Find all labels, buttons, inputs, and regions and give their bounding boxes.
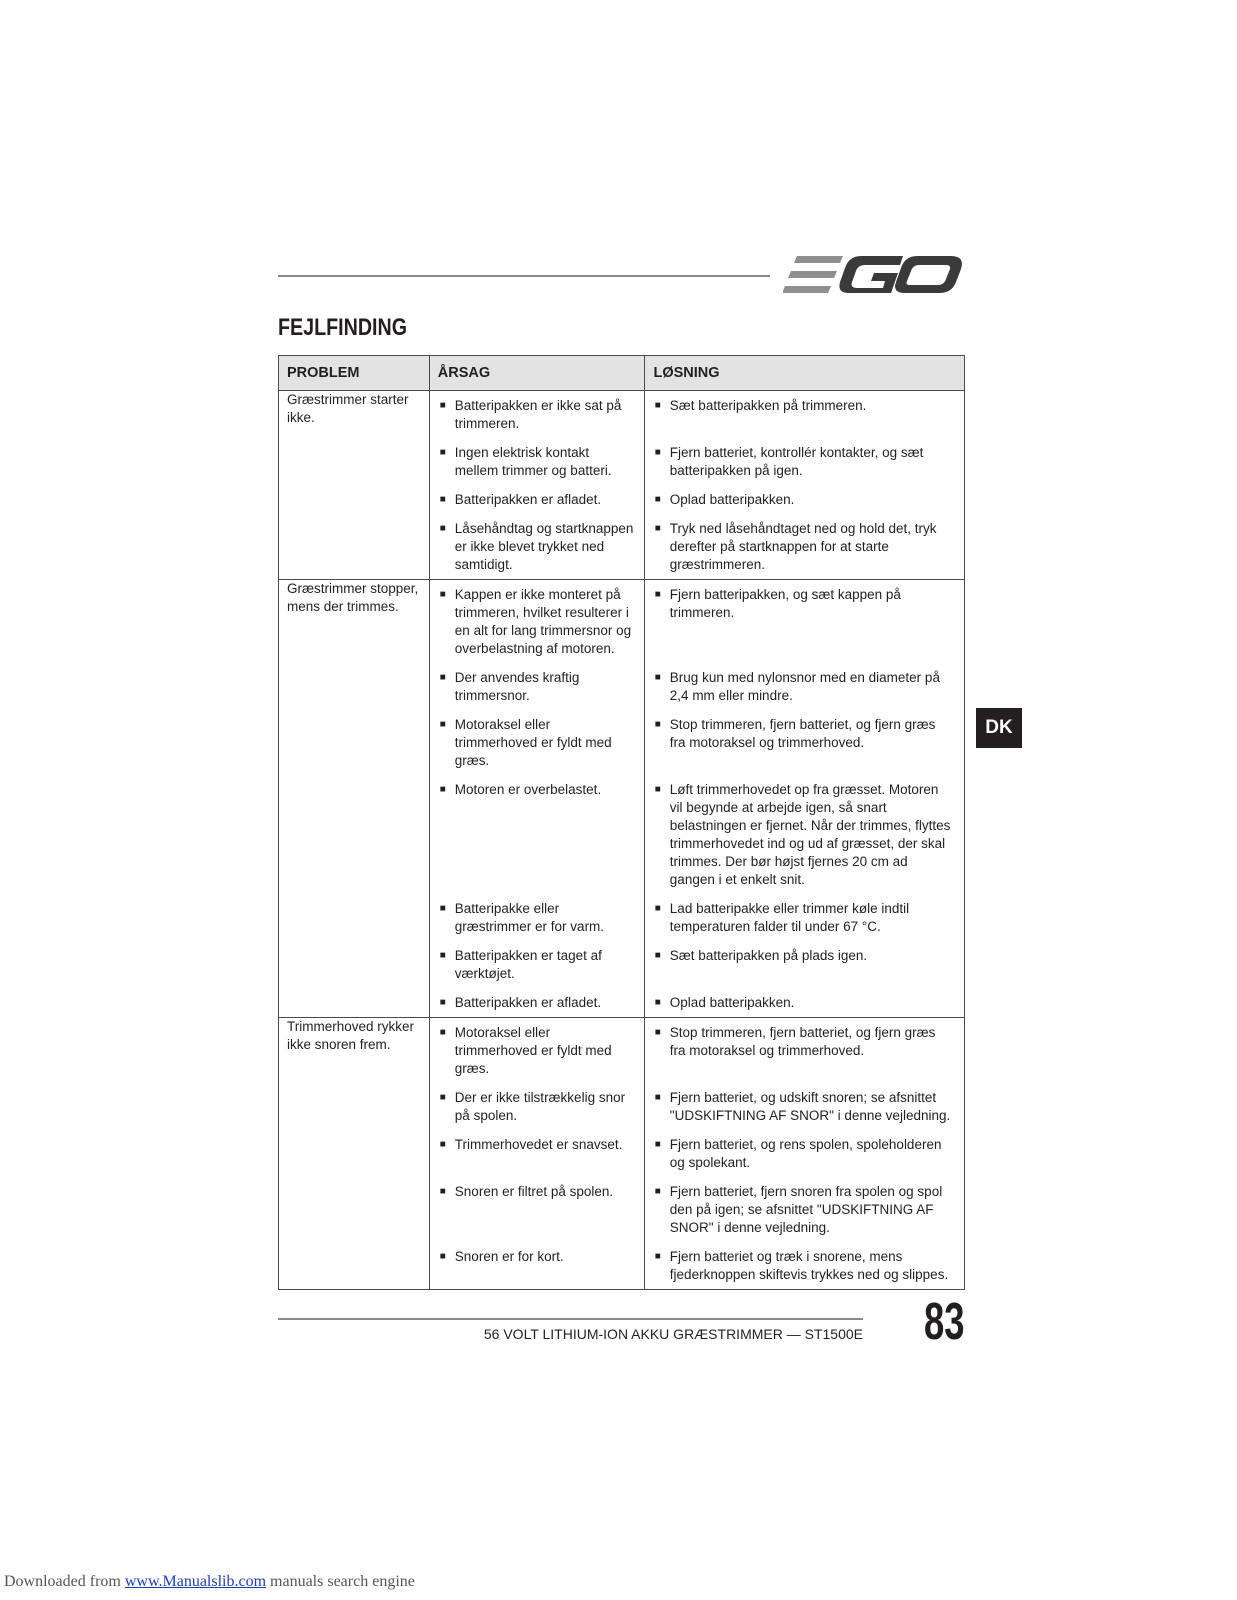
bullet-square-icon: ■ [439, 523, 446, 534]
bullet-square-icon: ■ [439, 997, 446, 1008]
cause-solution-row [430, 663, 964, 710]
solution-text: Brug kun med nylonsnor med en diameter på 2,4 mm eller mindre. [669, 670, 940, 703]
bullet-square-icon: ■ [654, 1139, 661, 1150]
bullet-square-icon: ■ [439, 589, 446, 600]
solution-item [645, 1130, 964, 1177]
solution-text: Sæt batteripakken på plads igen. [669, 948, 868, 963]
cause-item [430, 1083, 645, 1130]
cause-solution-row [430, 894, 964, 941]
troubleshooting-table [278, 355, 965, 1290]
solution-item [645, 775, 964, 894]
solution-item [645, 485, 964, 514]
manualslib-link[interactable]: www.Manualslib.com [124, 1573, 267, 1590]
cause-solution-row [430, 1242, 964, 1289]
footer-title: 56 VOLT LITHIUM-ION AKKU GRÆSTRIMMER — ST1500E [483, 1326, 863, 1342]
cause-item [430, 485, 645, 514]
cause-text: Der anvendes kraftig trimmersnor. [454, 670, 580, 703]
cause-item [430, 514, 645, 579]
cause-solution-row [430, 1083, 964, 1130]
bullet-square-icon: ■ [439, 784, 446, 795]
bullet-square-icon: ■ [439, 1186, 446, 1197]
bullet-square-icon: ■ [654, 784, 661, 795]
cause-text: Låsehåndtag og startknappen er ikke blevet trykket ned samtidigt. [454, 521, 634, 572]
bullet-square-icon: ■ [654, 719, 661, 730]
bullet-square-icon: ■ [654, 903, 661, 914]
cause-solution-row [430, 438, 964, 485]
cause-solution-row [430, 580, 964, 663]
cause-item [430, 941, 645, 988]
problem-cell: Trimmerhoved rykker ikke snoren frem. [279, 1018, 430, 1290]
cause-text: Der er ikke tilstrækkelig snor på spolen. [454, 1090, 626, 1123]
language-tab: DK [976, 708, 1022, 748]
footer-rule [278, 1318, 863, 1320]
cause-solution-row [430, 775, 964, 894]
bullet-square-icon: ■ [654, 589, 661, 600]
table-body [279, 391, 965, 1290]
bullet-square-icon: ■ [654, 672, 661, 683]
solution-text: Oplad batteripakken. [669, 995, 795, 1010]
bullet-square-icon: ■ [654, 997, 661, 1008]
solution-text: Fjern batteriet og træk i snorene, mens fjederknoppen skiftevis trykkes ned og slippes. [669, 1249, 949, 1282]
cause-solution-row [430, 1177, 964, 1242]
cause-solution-row [430, 391, 964, 438]
bullet-square-icon: ■ [439, 400, 446, 411]
table-row [279, 1018, 965, 1290]
bullet-square-icon: ■ [654, 494, 661, 505]
problem-cell: Græstrimmer starter ikke. [279, 391, 430, 580]
solution-text: Løft trimmerhovedet op fra græsset. Motoren vil begynde at arbejde igen, så snart belastningen er fjernet. Når der trimmes, flyttes trimmerhovedet ind og ud af græsset, der skal trimmes. Der bør højst fjernes 20 cm ad gangen i et enkelt snit. [669, 782, 951, 887]
header-problem: PROBLEM [279, 356, 430, 391]
bullet-square-icon: ■ [654, 1027, 661, 1038]
bullet-square-icon: ■ [439, 1092, 446, 1103]
solution-item [645, 438, 964, 485]
cause-text: Batteripakken er afladet. [454, 995, 602, 1010]
solution-text: Lad batteripakke eller trimmer køle indtil temperaturen falder til under 67 °C. [669, 901, 910, 934]
page-number: 83 [924, 1293, 965, 1351]
cause-item [430, 894, 645, 941]
bullet-square-icon: ■ [439, 950, 446, 961]
cause-item [430, 1242, 645, 1289]
solution-text: Tryk ned låsehåndtaget ned og hold det, tryk derefter på startknappen for at starte græstrimmeren. [669, 521, 937, 572]
cause-solution-row [430, 485, 964, 514]
cause-text: Motoren er overbelastet. [454, 782, 602, 797]
cause-item [430, 1177, 645, 1242]
bullet-square-icon: ■ [654, 400, 661, 411]
bullet-square-icon: ■ [439, 1251, 446, 1262]
bullet-square-icon: ■ [439, 447, 446, 458]
solution-item [645, 1083, 964, 1130]
solution-text: Fjern batteriet, og rens spolen, spoleholderen og spolekant. [669, 1137, 942, 1170]
bullet-square-icon: ■ [439, 672, 446, 683]
cause-solution-row [430, 514, 964, 579]
solution-item [645, 1177, 964, 1242]
cause-text: Batteripakken er taget af værktøjet. [454, 948, 602, 981]
bullet-square-icon: ■ [439, 1027, 446, 1038]
bullet-square-icon: ■ [439, 1139, 446, 1150]
header-rule [278, 275, 770, 277]
solution-text: Stop trimmeren, fjern batteriet, og fjern græs fra motoraksel og trimmerhoved. [669, 1025, 936, 1058]
bullet-square-icon: ■ [654, 1186, 661, 1197]
section-heading: FEJLFINDING [278, 314, 408, 341]
cause-item [430, 775, 645, 894]
bullet-square-icon: ■ [654, 950, 661, 961]
bullet-square-icon: ■ [439, 494, 446, 505]
cause-item [430, 710, 645, 775]
table-header-row [279, 356, 965, 391]
cause-solution-row [430, 710, 964, 775]
cause-text: Kappen er ikke monteret på trimmeren, hvilket resulterer i en alt for lang trimmersnor og overbelastning af motoren. [454, 587, 632, 656]
solution-item [645, 941, 964, 988]
cause-text: Snoren er filtret på spolen. [454, 1184, 614, 1199]
download-line [4, 1573, 415, 1591]
solution-text: Fjern batteriet, fjern snoren fra spolen og spol den på igen; se afsnittet "UDSKIFTNING AF SNOR" i denne vejledning. [669, 1184, 943, 1235]
bullet-square-icon: ■ [439, 903, 446, 914]
cause-item [430, 391, 645, 438]
solution-item [645, 988, 964, 1017]
cause-text: Snoren er for kort. [454, 1249, 564, 1264]
cause-text: Batteripakke eller græstrimmer er for varm. [454, 901, 605, 934]
solution-item [645, 710, 964, 775]
solution-item [645, 663, 964, 710]
bullet-square-icon: ■ [654, 1251, 661, 1262]
bullet-square-icon: ■ [439, 719, 446, 730]
cause-item [430, 1130, 645, 1177]
solution-item [645, 1018, 964, 1083]
cause-item [430, 580, 645, 663]
cause-text: Ingen elektrisk kontakt mellem trimmer og batteri. [454, 445, 612, 478]
ego-logo [783, 254, 965, 298]
solution-item [645, 1242, 964, 1289]
cause-item [430, 988, 645, 1017]
cause-solution-row [430, 1130, 964, 1177]
solution-text: Stop trimmeren, fjern batteriet, og fjern græs fra motoraksel og trimmerhoved. [669, 717, 936, 750]
cause-text: Batteripakken er afladet. [454, 492, 602, 507]
cause-item [430, 438, 645, 485]
cause-solution-cell [429, 1018, 964, 1290]
cause-text: Motoraksel eller trimmerhoved er fyldt med græs. [454, 717, 612, 768]
download-prefix: Downloaded from [4, 1573, 125, 1590]
bullet-square-icon: ■ [654, 523, 661, 534]
solution-text: Oplad batteripakken. [669, 492, 795, 507]
cause-solution-row [430, 1018, 964, 1083]
problem-cell: Græstrimmer stopper, mens der trimmes. [279, 580, 430, 1018]
header-solution: LØSNING [645, 356, 965, 391]
cause-text: Trimmerhovedet er snavset. [454, 1137, 623, 1152]
cause-text: Motoraksel eller trimmerhoved er fyldt med græs. [454, 1025, 612, 1076]
cause-item [430, 1018, 645, 1083]
solution-item [645, 894, 964, 941]
header-cause: ÅRSAG [429, 356, 645, 391]
cause-solution-cell [429, 580, 964, 1018]
cause-solution-cell [429, 391, 964, 580]
cause-solution-row [430, 941, 964, 988]
solution-item [645, 391, 964, 438]
cause-solution-row [430, 988, 964, 1017]
cause-item [430, 663, 645, 710]
table-row [279, 580, 965, 1018]
bullet-square-icon: ■ [654, 1092, 661, 1103]
download-suffix: manuals search engine [266, 1573, 415, 1590]
solution-text: Fjern batteripakken, og sæt kappen på trimmeren. [669, 587, 901, 620]
solution-text: Sæt batteripakken på trimmeren. [669, 398, 867, 413]
solution-item [645, 580, 964, 663]
cause-text: Batteripakken er ikke sat på trimmeren. [454, 398, 622, 431]
bullet-square-icon: ■ [654, 447, 661, 458]
table-row [279, 391, 965, 580]
solution-item [645, 514, 964, 579]
solution-text: Fjern batteriet, kontrollér kontakter, og sæt batteripakken på igen. [669, 445, 924, 478]
solution-text: Fjern batteriet, og udskift snoren; se afsnittet "UDSKIFTNING AF SNOR" i denne vejledning. [669, 1090, 951, 1123]
